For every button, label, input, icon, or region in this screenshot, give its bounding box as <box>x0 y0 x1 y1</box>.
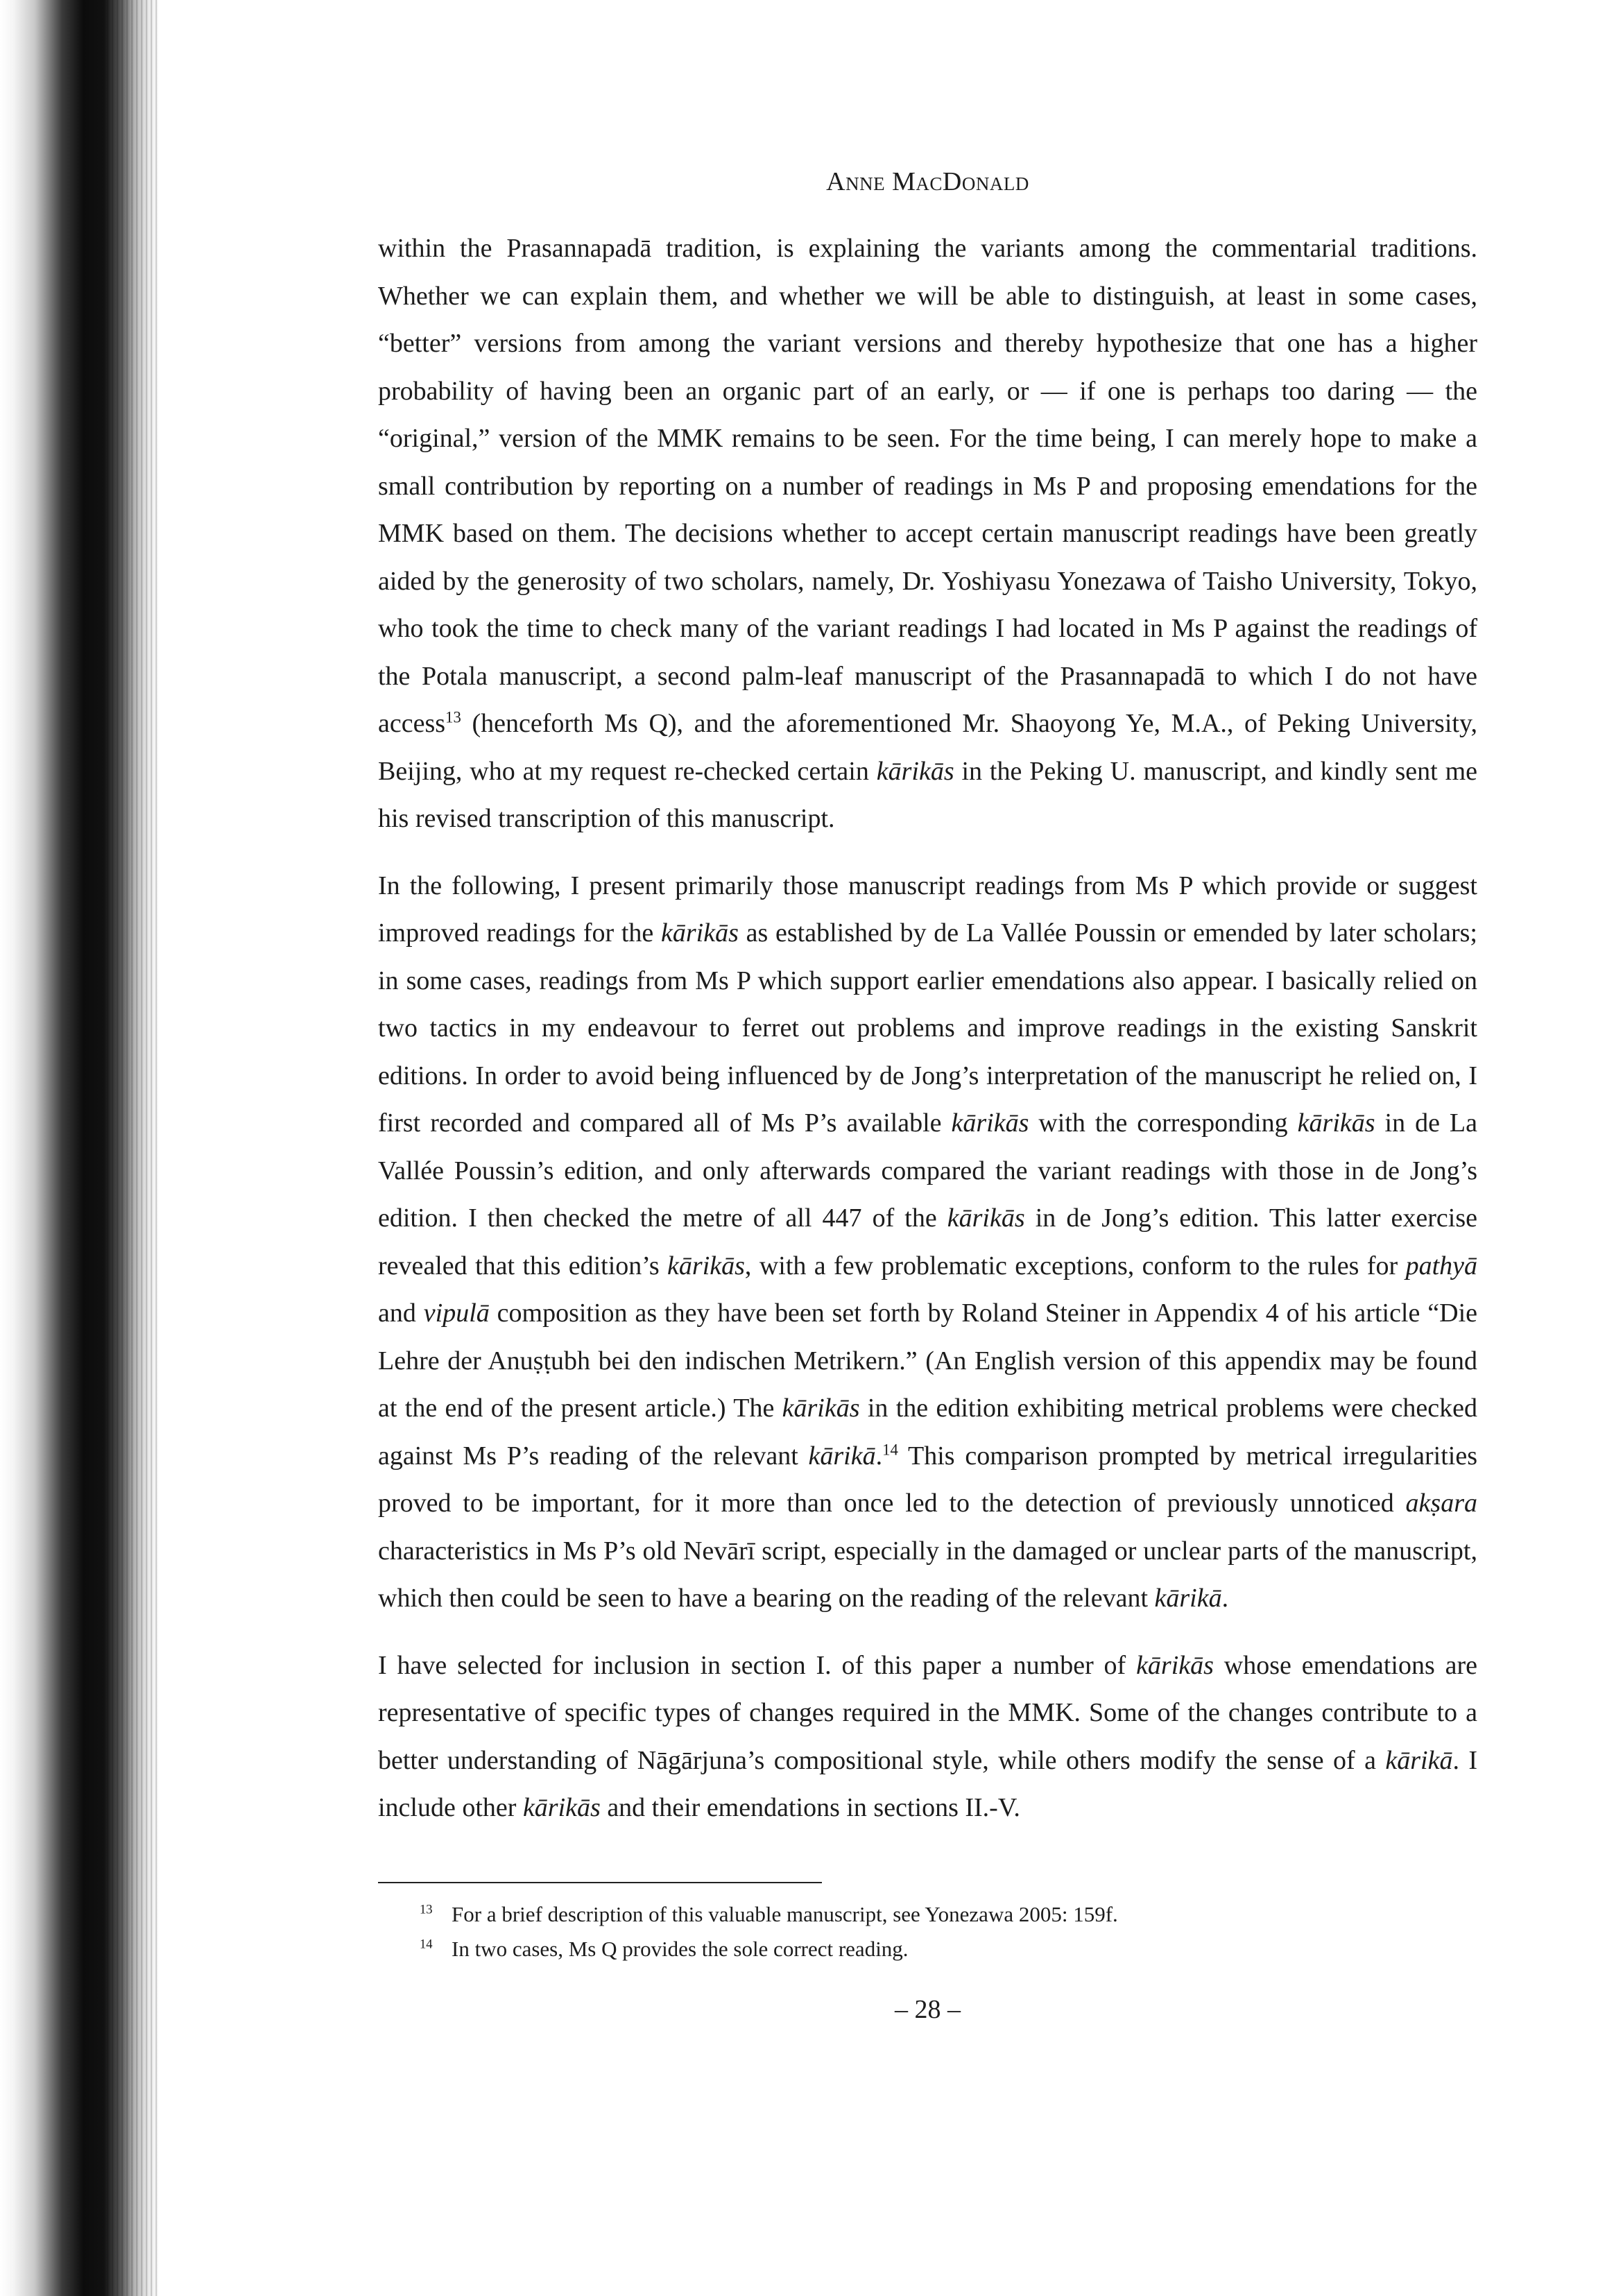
footnote-ref[interactable]: 13 <box>445 708 461 726</box>
italic-term: kārikās <box>667 1251 745 1280</box>
footnote <box>420 1899 1477 1930</box>
body-text <box>378 225 1477 1832</box>
italic-term: kārikās <box>782 1394 860 1423</box>
footnote-text: In two cases, Ms Q provides the sole correct reading. <box>452 1936 909 1961</box>
scan-gutter-lines <box>104 0 160 2296</box>
italic-term: kārikās <box>1297 1108 1375 1138</box>
italic-term: kārikās <box>522 1793 601 1822</box>
author-name: Anne MacDonald <box>826 167 1029 196</box>
italic-term: akṣara <box>1405 1489 1477 1518</box>
page <box>378 166 1477 2025</box>
italic-term: vipulā <box>423 1299 490 1328</box>
italic-term: kārikās <box>876 756 954 786</box>
italic-term: kārikā <box>808 1441 876 1471</box>
paragraph: within the Prasannapadā tradition, is explaining the variants among the commentarial traditions. Whether we can explain them, and whether we will be able to distinguish, at least in some cases, “better” versions from among the variant versions and thereby hypothesize that one has a higher probability of having been an organic part of an early, or — if one is perhaps too daring — the “original,” version of the MMK remains to be seen. For the time being, I can merely hope to make a small contribution by reporting on a number of readings in Ms P and proposing emendations for the MMK based on them. The decisions whether to accept certain manuscript readings have been greatly aided by the generosity of two scholars, namely, Dr. Yoshiyasu Yonezawa of Taisho University, Tokyo, who took the time to check many of the variant readings I had located in Ms P against the readings of the Potala manuscript, a second palm-leaf manuscript of the Prasannapadā to which I do not have access$^{13}$ (henceforth Ms Q), and the aforementioned Mr. Shaoyong Ye, M.A., of Peking University, Beijing, who at my request re-checked certain kārikās in the Peking U. manuscript, and kindly sent me his revised transcription of this manuscript. <box>378 234 1477 833</box>
italic-term: kārikās <box>947 1203 1025 1233</box>
paragraph: In the following, I present primarily those manuscript readings from Ms P which provide or suggest improved readings for the kārikās as established by de La Vallée Poussin or emended by later scholars; in some cases, readings from Ms P which support earlier emendations also appear. I basically relied on two tactics in my endeavour to ferret out problems and improve readings in the existing Sanskrit editions. In order to avoid being influenced by de Jong’s interpretation of the manuscript he relied on, I first recorded and compared all of Ms P’s available kārikās with the corresponding kārikās in de La Vallée Poussin’s edition, and only afterwards compared the variant readings with those in de Jong’s edition. I then checked the metre of all 447 of the kārikās in de Jong’s edition. This latter exercise revealed that this edition’s kārikās, with a few problematic exceptions, conform to the rules for pathyā and vipulā composition as they have been set forth by Roland Steiner in Appendix 4 of his article “Die Lehre der Anuṣṭubh bei den indischen Metrikern.” (An English version of this appendix may be found at the end of the present article.) The kārikās in the edition exhibiting metrical problems were checked against Ms P’s reading of the relevant kārikā.$^{14}$ This comparison prompted by metrical irregularities proved to be important, for it more than once led to the detection of previously unnoticed akṣara characteristics in Ms P’s old Nevārī script, especially in the damaged or unclear parts of the manuscript, which then could be seen to have a bearing on the reading of the relevant kārikā. <box>378 871 1477 1613</box>
page-number: – 28 – <box>895 1994 961 2024</box>
footnote-rule <box>378 1882 822 1883</box>
italic-term: kārikās <box>661 918 739 948</box>
footnote-ref[interactable]: 14 <box>882 1440 898 1458</box>
italic-term: kārikā <box>1154 1584 1222 1613</box>
italic-term: kārikās <box>1136 1650 1214 1680</box>
footnote-number: 13 <box>420 1902 433 1917</box>
footnote-number: 14 <box>420 1937 433 1952</box>
footnote-text: For a brief description of this valuable manuscript, see Yonezawa 2005: 159f. <box>452 1901 1118 1926</box>
paragraph: I have selected for inclusion in section I. of this paper a number of kārikās whose emendations are representative of specific types of changes required in the MMK. Some of the changes contribute to a better understanding of Nāgārjuna’s compositional style, while others modify the sense of a kārikā. I include other kārikās and their emendations in sections II.-V. <box>378 1650 1478 1822</box>
footnote <box>420 1933 1477 1965</box>
footnotes <box>378 1899 1477 1965</box>
running-head <box>378 166 1477 197</box>
italic-term: kārikā <box>1385 1745 1453 1775</box>
italic-term: kārikās <box>951 1108 1029 1138</box>
italic-term: pathyā <box>1405 1251 1477 1280</box>
